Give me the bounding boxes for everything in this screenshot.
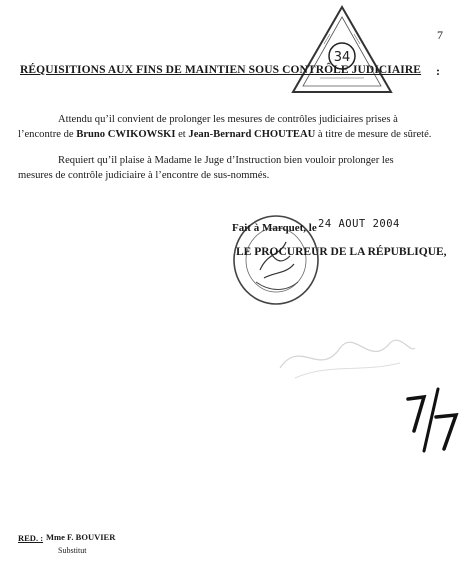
paragraph-1-line-2 (18, 127, 448, 142)
page-number: 7 (437, 28, 443, 42)
faint-signature (270, 318, 420, 388)
paragraph-1-suffix: à titre de mesure de sûreté. (317, 129, 432, 140)
paragraph-1-line-1: Attendu qu’il convient de prolonger les mesures de contrôles judiciaires prises à (58, 114, 398, 125)
handwritten-page-reference (400, 385, 460, 455)
defendant-name-1: Bruno CWIKOWSKI (76, 129, 176, 140)
heading-colon: : (436, 64, 440, 78)
defendant-name-2: Jean-Bernard CHOUTEAU (188, 129, 316, 140)
paragraph-2-line-1: Requiert qu’il plaise à Madame le Juge d’Instruction bien vouloir prolonger les (58, 155, 394, 166)
place-line: Fait à Marquet, le (232, 222, 317, 234)
paragraph-1-prefix: l’encontre de (18, 129, 74, 140)
signatory-title: LE PROCUREUR DE LA RÉPUBLIQUE, (236, 246, 447, 258)
date-stamp: 24 AOUT 2004 (318, 218, 400, 230)
paragraph-2-line-2: mesures de contrôle judiciaire à l’encontre de sus-nommés. (18, 170, 270, 181)
triangle-seal (290, 4, 394, 96)
document-heading: RÉQUISITIONS AUX FINS DE MAINTIEN SOUS CONTRÔLE JUDICIAIRE (20, 64, 422, 76)
seal-number: 34 (333, 50, 351, 65)
paragraph-1-conjunction: et (178, 129, 186, 140)
author-name: Mme F. BOUVIER (46, 532, 116, 542)
red-label: RED. : (18, 533, 44, 543)
author-title: Substitut (58, 546, 87, 555)
